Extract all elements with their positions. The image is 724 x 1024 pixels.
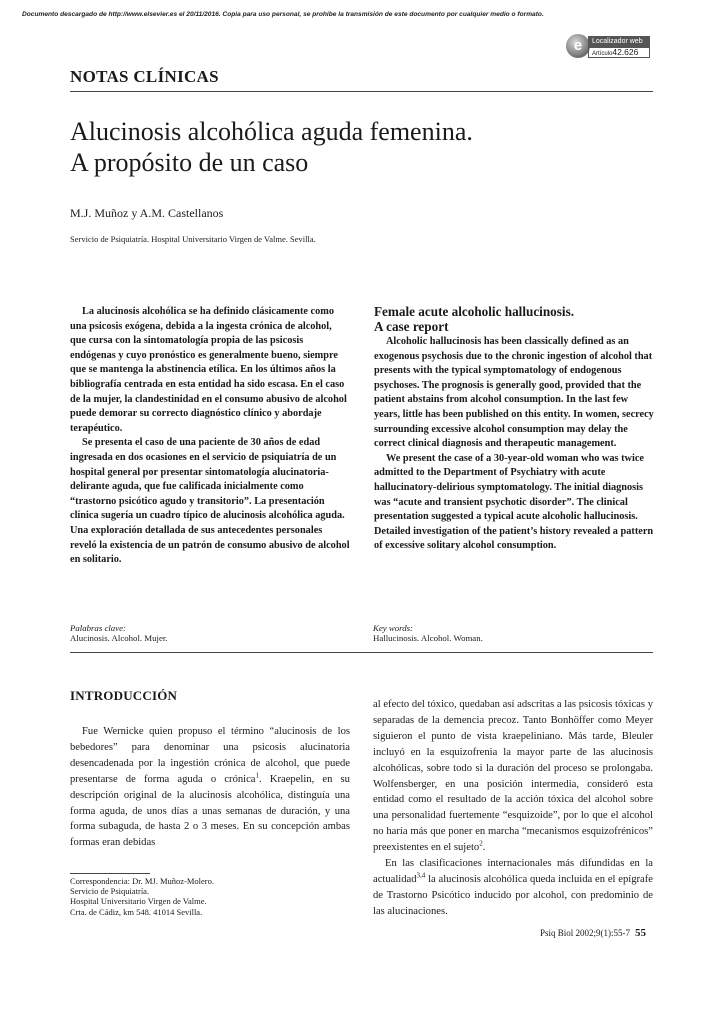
body-right-text-a: al efecto del tóxico, quedaban así adscritas a las psicosis tóxicas y separadas de la demencia precoz. Tanto Bonhöffer como Meyer siguieron el punto de vista kraepeliniano. Más tarde, Bleuler incluyó en la esquizofrenia la mayor parte de las alucinosis alcohólicas, sobre todo si la duración del proceso se prolongaba. Wolfensberger, en una posición intermedia, consideró esta entidad como el resultado de la acción tóxica del alcohol sobre una personalidad fuertemente “esquizoide”, por lo que el alcohol no haría más que poner en marcha “mecanismos esquizofrénicos” preexistentes en el sujeto [373, 699, 653, 854]
body-left-paragraph-1 [70, 724, 350, 851]
keywords-en-label: Key words: [373, 623, 413, 633]
correspondence-line-2: Servicio de Psiquiatría. [70, 886, 150, 897]
body-left-text-b: . Kraepelin, en su descripción original de la alucinosis alcohólica, distinguía una forma aguda, de unos días a unas semanas de duración, y una forma subaguda, de hasta 2 o 3 meses. En su concepción ambas formas eran debidas [70, 773, 350, 849]
download-notice: Documento descargado de http://www.elsevier.es el 20/11/2016. Copia para uso personal, se prohíbe la transmisión de este documento por cualquier medio o formato. [22, 11, 544, 18]
citation-1: 1 [255, 771, 260, 780]
citation-3-4: 3,4 [416, 871, 426, 880]
body-right-paragraph-1 [373, 697, 653, 856]
body-right-paragraph-2 [373, 856, 653, 920]
keywords-english [373, 623, 483, 643]
correspondence-line-1: Correspondencia: Dr. MJ. Muñoz-Molero. [70, 876, 215, 886]
abstract-en-title [374, 304, 654, 334]
abstract-en-paragraph-2: We present the case of a 30-year-old woman who was twice admitted to the Department of Psychiatry with acute hallucinatory-delirious symptomatology. The initial diagnosis was “acute and transient psychotic disorder”. The clinical presentation suggested a typical acute alcoholic hallucinosis. Detailed investigation of the patient’s history revealed a pattern of excessive solitary alcohol consumption. [374, 452, 654, 552]
abstract-spanish [70, 305, 350, 568]
title-line-1: Alucinosis alcohólica aguda femenina. [70, 117, 473, 146]
citation-2: 2 [479, 839, 483, 848]
body-right-text-c: En las clasificaciones internacionales más difundidas en la actualidad [373, 858, 653, 885]
body-right-text-d: la alucinosis alcohólica queda incluida en el epígrafe de Trastorno Psicótico inducido por alcohol, con predominio de las alucinaciones. [373, 873, 653, 917]
body-right-text-b: . [482, 842, 486, 854]
correspondence-rule [70, 873, 150, 874]
abstract-rule [70, 652, 653, 653]
correspondence-line-4: Crta. de Cádiz, km 548. 41014 Sevilla. [70, 906, 203, 917]
abstract-en-paragraph-1: Alcoholic hallucinosis has been classically defined as an exogenous psychosis due to the chronic ingestion of alcohol that presents with the typical symptomatology of endogenous psychoses. The prognosis is generally good, provided that the patient abstains from alcohol consumption. In the last few years, little has been published on this entity. In women, secrecy surrounding excessive alcohol consumption may delay the correct clinical diagnosis and therapeutic management. [374, 336, 654, 450]
keywords-es-text: Alucinosis. Alcohol. Mujer. [70, 633, 168, 643]
footer-citation: Psiq Biol 2002;9(1):55-7 [540, 928, 631, 938]
keywords-spanish [70, 623, 168, 643]
section-rule [70, 91, 653, 92]
page-number: 55 [635, 927, 647, 939]
elsevier-e-logo-icon: e [566, 34, 590, 58]
section-heading: NOTAS CLÍNICAS [70, 67, 219, 86]
abstract-es-paragraph-1: La alucinosis alcohólica se ha definido clásicamente como una psicosis exógena, debida a la ingesta crónica de alcohol, que cursa con la sintomatología propia de las psicosis endógenas y cuyo pronóstico es generalmente bueno, siempre que se mantenga la abstinencia etílica. En los últimos años la bibliografía centrada en esta entidad ha sido escasa. En el caso de la mujer, la clandestinidad en el consumo abusivo de alcohol puede demorar su correcto diagnóstico clínico y abordaje terapéutico. [70, 306, 347, 434]
badge-article-number: 42.626 [612, 47, 639, 57]
article-title [70, 116, 630, 178]
keywords-es-label: Palabras clave: [70, 623, 126, 633]
body-column-left [70, 724, 350, 851]
badge-article [588, 47, 650, 58]
title-line-2: A propósito de un caso [70, 148, 309, 177]
body-left-text-a: Fue Wernicke quien propuso el término “alucinosis de los bebedores” para denominar una psicosis alucinatoria desencadenada por la ingestión crónica de alcohol, que puede presentarse de forma aguda o crónica [70, 726, 350, 785]
badge-article-prefix: Artículo [592, 51, 613, 57]
correspondence [70, 876, 214, 917]
page-footer [540, 927, 646, 939]
keywords-en-text: Hallucinosis. Alcohol. Woman. [373, 633, 483, 643]
body-column-right [373, 697, 653, 920]
affiliation: Servicio de Psiquiatría. Hospital Universitario Virgen de Valme. Sevilla. [70, 234, 316, 244]
badge-label: Localizador web [588, 36, 650, 47]
abstract-en-title-line-2: A case report [374, 319, 449, 334]
authors: M.J. Muñoz y A.M. Castellanos [70, 206, 224, 220]
introduction-heading: INTRODUCCIÓN [70, 688, 178, 703]
abstract-en-title-line-1: Female acute alcoholic hallucinosis. [374, 304, 574, 319]
correspondence-line-3: Hospital Universitario Virgen de Valme. [70, 896, 207, 907]
web-locator-badge [566, 34, 652, 60]
abstract-es-paragraph-2: Se presenta el caso de una paciente de 30 años de edad ingresada en dos ocasiones en el servicio de psiquiatría de un hospital general por presentar sintomatología alucinatoria-delirante aguda, que fue calificada inicialmente como “trastorno psicótico agudo y transitorio”. La presentación clínica sugería un cuadro típico de alucinosis alcohólica aguda. Una exploración detallada de sus antecedentes personales reveló la existencia de un patrón de consumo abusivo de alcohol en solitario. [70, 437, 350, 566]
abstract-english [374, 304, 654, 554]
